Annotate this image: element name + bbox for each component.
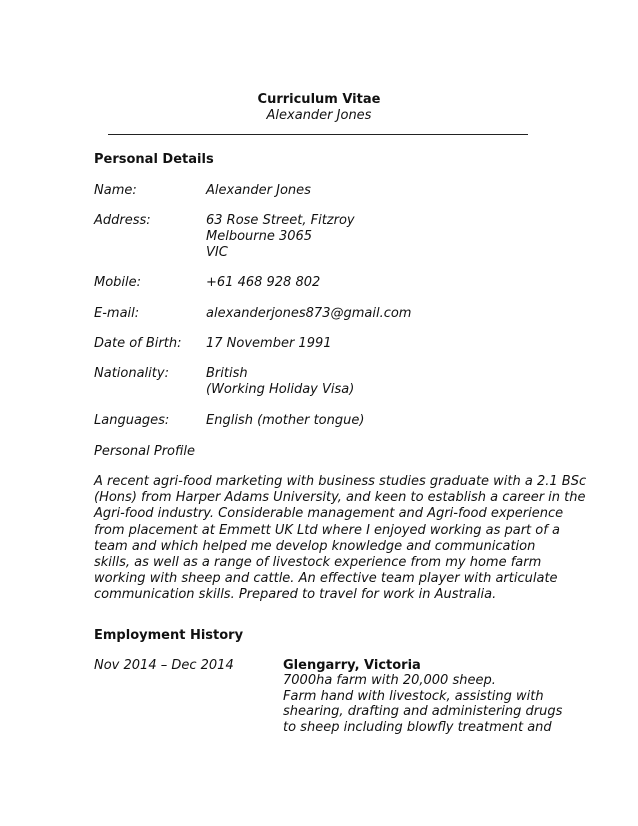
- email-label: E-mail:: [94, 306, 140, 321]
- job-detail-line: 7000ha farm with 20,000 sheep.: [283, 673, 496, 689]
- profile-line: team and which helped me develop knowledge and communication: [94, 538, 536, 554]
- languages-label: Languages:: [94, 413, 170, 428]
- job-detail-line: to sheep including blowfly treatment and: [283, 719, 552, 735]
- profile-line: from placement at Emmett UK Ltd where I enjoyed working as part of a: [94, 522, 560, 538]
- personal-profile-text: [94, 474, 587, 604]
- address-label: Address:: [94, 213, 151, 228]
- nationality-line: (Working Holiday Visa): [206, 382, 355, 397]
- nationality-value: [206, 366, 354, 398]
- profile-line: skills, as well as a range of livestock experience from my home farm: [94, 555, 542, 571]
- personal-profile-heading: Personal Profile: [94, 444, 196, 459]
- address-line: Melbourne 3065: [206, 229, 313, 244]
- mobile-value: +61 468 928 802: [206, 275, 321, 290]
- name-label: Name:: [94, 183, 137, 198]
- document-title: Curriculum Vitae: [257, 92, 381, 107]
- profile-line: (Hons) from Harper Adams University, and keen to establish a career in the: [94, 490, 586, 506]
- candidate-name-subtitle: Alexander Jones: [266, 108, 372, 123]
- profile-line: working with sheep and cattle. An effective team player with articulate: [94, 571, 558, 587]
- dob-value: 17 November 1991: [206, 336, 332, 351]
- address-line: 63 Rose Street, Fitzroy: [206, 213, 355, 228]
- mobile-label: Mobile:: [94, 275, 142, 290]
- job-detail-line: Farm hand with livestock, assisting with: [283, 688, 544, 704]
- profile-line: communication skills. Prepared to travel for work in Australia.: [94, 587, 497, 603]
- nationality-line: British: [206, 366, 248, 381]
- job-company: Glengarry, Victoria: [283, 658, 421, 673]
- address-value: [206, 213, 355, 261]
- job-dates: Nov 2014 – Dec 2014: [94, 658, 234, 673]
- personal-details-heading: Personal Details: [94, 152, 214, 167]
- nationality-label: Nationality:: [94, 366, 169, 381]
- name-value: Alexander Jones: [206, 183, 311, 198]
- job-entry: [283, 658, 562, 735]
- languages-value: English (mother tongue): [206, 413, 365, 428]
- dob-label: Date of Birth:: [94, 336, 182, 351]
- employment-history-heading: Employment History: [94, 628, 244, 643]
- email-value: alexanderjones873@gmail.com: [206, 306, 412, 321]
- profile-line: A recent agri-food marketing with business studies graduate with a 2.1 BSc: [94, 474, 587, 489]
- title-divider: [108, 134, 528, 135]
- job-detail-line: shearing, drafting and administering drugs: [283, 704, 563, 720]
- address-line: VIC: [206, 245, 228, 260]
- profile-line: Agri-food industry. Considerable management and Agri-food experience: [94, 506, 564, 522]
